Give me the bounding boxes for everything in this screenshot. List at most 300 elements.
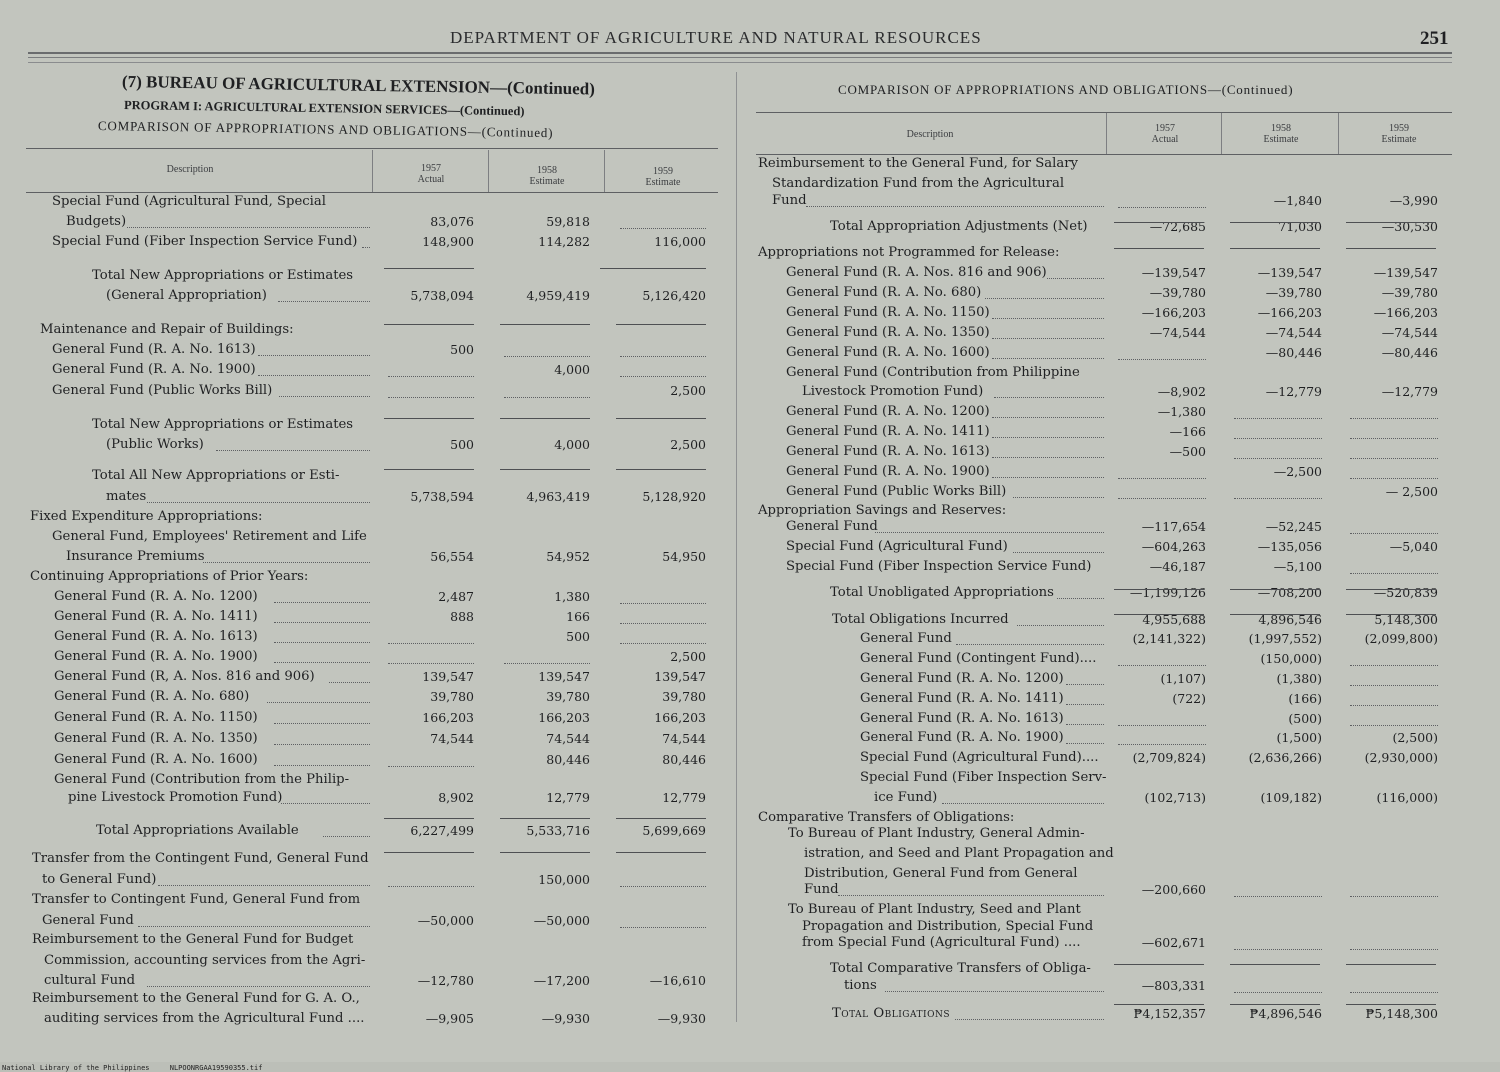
- dot-leader: [274, 765, 370, 766]
- cell-value: —139,547: [1257, 265, 1322, 280]
- empty-cell-leader: [1234, 458, 1322, 459]
- empty-cell-leader: [620, 228, 706, 229]
- cell-value: —139,547: [1373, 265, 1438, 280]
- total-rule: [500, 818, 590, 819]
- header-year: 1959: [653, 166, 673, 177]
- dot-leader: [992, 477, 1104, 478]
- empty-cell-leader: [388, 376, 474, 377]
- dot-leader: [258, 355, 370, 356]
- row-description: General Fund (Contribution from Philippine: [786, 365, 1080, 380]
- row-description: Special Fund (Agricultural Fund, Special: [52, 194, 326, 209]
- total-rule: [384, 268, 474, 269]
- cell-value: 83,076: [430, 214, 474, 229]
- dot-leader: [985, 298, 1104, 299]
- total-rule: [1346, 248, 1436, 249]
- dot-leader: [278, 301, 370, 302]
- cell-value: (1,107): [1160, 671, 1206, 686]
- row-description-continued: pine Livestock Promotion Fund): [68, 790, 283, 805]
- scan-footer: [2, 1064, 278, 1072]
- row-description: Continuing Appropriations of Prior Years:: [30, 569, 309, 584]
- total-rule: [384, 469, 474, 470]
- cell-value: (1,500): [1276, 730, 1322, 745]
- dot-leader: [1013, 497, 1104, 498]
- empty-cell-leader: [1234, 992, 1322, 993]
- dot-leader: [992, 457, 1104, 458]
- row-description: General Fund (Public Works Bill): [52, 383, 273, 398]
- header-kind: Actual: [417, 174, 445, 185]
- cell-value: —604,263: [1141, 539, 1206, 554]
- table-rule: [604, 150, 605, 192]
- total-rule: [1114, 1004, 1204, 1005]
- row-description: Special Fund (Agricultural Fund)....: [860, 750, 1099, 765]
- cell-value: 5,738,594: [410, 489, 474, 504]
- total-rule: [1346, 589, 1436, 590]
- empty-cell-leader: [388, 886, 474, 887]
- cell-value: (2,099,800): [1364, 631, 1438, 646]
- cell-value: 2,487: [438, 589, 474, 604]
- cell-value: —5,040: [1389, 539, 1438, 554]
- dot-leader: [806, 206, 1104, 207]
- row-description-continued: Commission, accounting services from the Agri-: [44, 953, 366, 968]
- total-rule: [616, 268, 706, 269]
- cell-value: 4,896,546: [1258, 612, 1322, 627]
- table-rule: [488, 150, 489, 192]
- row-description: Reimbursement to the General Fund, for Salary: [758, 156, 1079, 171]
- cell-value: 39,780: [662, 689, 706, 704]
- total-rule: [384, 818, 474, 819]
- total-rule: [384, 852, 474, 853]
- empty-cell-leader: [1118, 744, 1206, 745]
- row-description: General Fund (R, A. Nos. 816 and 906): [54, 669, 315, 684]
- total-rule: [616, 418, 706, 419]
- cell-value: 8,902: [438, 790, 474, 805]
- cell-value: 5,699,669: [642, 823, 706, 838]
- dot-leader: [323, 836, 370, 837]
- row-description: General Fund (R. A. No. 1411): [54, 609, 258, 624]
- cell-value: (2,930,000): [1364, 750, 1438, 765]
- cell-value: 2,500: [670, 437, 706, 452]
- row-description: General Fund (R. A. No. 1900): [860, 730, 1064, 745]
- cell-value: 114,282: [538, 234, 590, 249]
- total-rule: [1114, 248, 1204, 249]
- total-rule: [1230, 614, 1320, 615]
- total-rule: [1346, 1004, 1436, 1005]
- empty-cell-leader: [1118, 665, 1206, 666]
- row-description: General Fund (Contingent Fund)....: [860, 651, 1097, 666]
- row-description: General Fund: [860, 631, 952, 646]
- total-rule: [384, 324, 474, 325]
- dot-leader: [274, 642, 370, 643]
- cell-value: —139,547: [1141, 265, 1206, 280]
- cell-value: 1,380: [554, 589, 590, 604]
- cell-value: —708,200: [1257, 585, 1322, 600]
- column-header-description: Description: [166, 164, 214, 175]
- total-rule: [1230, 1004, 1320, 1005]
- row-description-continued: Propagation and Distribution, Special Fund: [802, 919, 1094, 934]
- row-description: Special Fund (Fiber Inspection Service Fund): [52, 234, 358, 249]
- empty-cell-leader: [1118, 725, 1206, 726]
- row-description: General Fund (R. A. No. 1200): [860, 671, 1064, 686]
- row-description: General Fund: [786, 519, 878, 534]
- empty-cell-leader: [388, 663, 474, 664]
- row-description: General Fund (R. A. No. 1150): [786, 305, 990, 320]
- cell-value: —39,780: [1149, 285, 1206, 300]
- row-description: Transfer to Contingent Fund, General Fund from: [32, 892, 361, 907]
- row-description: Total Appropriations Available: [96, 823, 299, 838]
- row-description: Total All New Appropriations or Esti-: [92, 468, 340, 483]
- row-description-continued: Distribution, General Fund from General: [804, 866, 1078, 881]
- cell-value: (116,000): [1376, 790, 1438, 805]
- total-rule: [1230, 964, 1320, 965]
- header-rule: [28, 52, 1452, 54]
- header-rule: [28, 62, 1452, 63]
- row-description: Reimbursement to the General Fund for G. A. O.,: [32, 991, 360, 1006]
- empty-cell-leader: [1350, 992, 1438, 993]
- total-rule: [1230, 222, 1320, 223]
- cell-value: (1,380): [1276, 671, 1322, 686]
- empty-cell-leader: [1350, 573, 1438, 574]
- cell-value: —12,779: [1381, 384, 1438, 399]
- cell-value: —117,654: [1141, 519, 1206, 534]
- cell-value: 500: [450, 342, 474, 357]
- cell-value: —72,685: [1149, 219, 1206, 234]
- dot-leader: [992, 318, 1104, 319]
- empty-cell-leader: [388, 643, 474, 644]
- dot-leader: [875, 532, 1104, 533]
- header-kind: Estimate: [1381, 134, 1417, 145]
- cell-value: 54,950: [662, 549, 706, 564]
- header-year: 1959: [1389, 123, 1409, 134]
- empty-cell-leader: [504, 397, 590, 398]
- cell-value: (2,500): [1392, 730, 1438, 745]
- cell-value: —74,544: [1149, 325, 1206, 340]
- empty-cell-leader: [1350, 949, 1438, 950]
- total-rule: [500, 469, 590, 470]
- row-description: General Fund (R. A. No. 1150): [54, 710, 258, 725]
- cell-value: 139,547: [422, 669, 474, 684]
- empty-cell-leader: [1118, 359, 1206, 360]
- dot-leader: [994, 397, 1104, 398]
- cell-value: —3,990: [1389, 193, 1438, 208]
- row-description-continued: (Public Works): [106, 437, 204, 452]
- bureau-heading: (7) BUREAU OF AGRICULTURAL EXTENSION—(Continued): [121, 72, 596, 99]
- row-description: Maintenance and Repair of Buildings:: [40, 322, 294, 337]
- cell-value: 116,000: [654, 234, 706, 249]
- cell-value: —39,780: [1381, 285, 1438, 300]
- empty-cell-leader: [620, 927, 706, 928]
- program-heading: PROGRAM I: AGRICULTURAL EXTENSION SERVICES—(Continued): [123, 98, 525, 119]
- column-divider: [736, 72, 737, 1022]
- row-description: General Fund (R. A. No. 1600): [54, 752, 258, 767]
- header-kind: Actual: [1151, 134, 1179, 145]
- row-description-continued: to General Fund): [42, 872, 157, 887]
- row-description: Fixed Expenditure Appropriations:: [30, 509, 263, 524]
- row-description: Total New Appropriations or Estimates: [92, 417, 354, 432]
- row-description: General Fund (R. A. No. 1613): [786, 444, 990, 459]
- empty-cell-leader: [504, 356, 590, 357]
- cell-value: 4,955,688: [1142, 612, 1206, 627]
- dot-leader: [992, 437, 1104, 438]
- row-description: Special Fund (Fiber Inspection Serv-: [860, 770, 1107, 785]
- dot-leader: [1017, 625, 1104, 626]
- header-kind: Estimate: [1263, 134, 1299, 145]
- row-description: Total Obligations: [832, 1006, 950, 1021]
- total-rule: [1346, 222, 1436, 223]
- row-description: Appropriation Savings and Reserves:: [758, 503, 1007, 518]
- cell-value: 139,547: [654, 669, 706, 684]
- cell-value: 2,500: [670, 649, 706, 664]
- cell-value: —166,203: [1373, 305, 1438, 320]
- row-description: General Fund (R. A. No. 1350): [54, 731, 258, 746]
- cell-value: —166,203: [1141, 305, 1206, 320]
- cell-value: —1,380: [1157, 404, 1206, 419]
- table-rule: [1338, 113, 1339, 154]
- cell-value: ₱4,152,357: [1133, 1006, 1206, 1021]
- row-description: General Fund (R. A. No. 1600): [786, 345, 990, 360]
- cell-value: —9,930: [657, 1011, 706, 1026]
- cell-value: (102,713): [1144, 790, 1206, 805]
- empty-cell-leader: [1350, 896, 1438, 897]
- dot-leader: [1013, 552, 1104, 553]
- cell-value: —46,187: [1149, 559, 1206, 574]
- row-description: General Fund (R. A. No. 1900): [52, 362, 256, 377]
- cell-value: ₱4,896,546: [1249, 1006, 1322, 1021]
- empty-cell-leader: [1234, 418, 1322, 419]
- empty-cell-leader: [620, 603, 706, 604]
- cell-value: 166,203: [538, 710, 590, 725]
- cell-value: 2,500: [670, 383, 706, 398]
- dot-leader: [992, 417, 1104, 418]
- row-description: Transfer from the Contingent Fund, General Fund: [32, 851, 369, 866]
- dot-leader: [992, 358, 1104, 359]
- cell-value: —5,100: [1273, 559, 1322, 574]
- cell-value: 39,780: [430, 689, 474, 704]
- dot-leader: [274, 662, 370, 663]
- row-description: General Fund (R. A. No. 1900): [786, 464, 990, 479]
- cell-value: 139,547: [538, 669, 590, 684]
- row-description: Special Fund (Fiber Inspection Service Fund): [786, 559, 1092, 574]
- row-description: General Fund (R. A. No. 680): [786, 285, 982, 300]
- cell-value: — 2,500: [1385, 484, 1438, 499]
- row-description: General Fund (R. A. No. 1411): [786, 424, 990, 439]
- cell-value: 80,446: [662, 752, 706, 767]
- cell-value: —80,446: [1381, 345, 1438, 360]
- row-description-continued: mates: [106, 489, 147, 504]
- empty-cell-leader: [388, 766, 474, 767]
- cell-value: (109,182): [1260, 790, 1322, 805]
- total-rule: [500, 852, 590, 853]
- empty-cell-leader: [1350, 418, 1438, 419]
- cell-value: —17,200: [533, 973, 590, 988]
- header-year: 1957: [421, 163, 441, 174]
- empty-cell-leader: [1350, 665, 1438, 666]
- empty-cell-leader: [1350, 438, 1438, 439]
- row-description: Total Appropriation Adjustments (Net): [830, 219, 1088, 234]
- footer-file: NLPOONRGAA19590355.tif: [169, 1064, 263, 1072]
- row-description: General Fund (R. A. No. 1411): [860, 691, 1064, 706]
- row-description: General Fund (R. A. No. 1613): [52, 342, 256, 357]
- cell-value: —50,000: [417, 913, 474, 928]
- empty-cell-leader: [1234, 896, 1322, 897]
- header-year: 1957: [1155, 123, 1175, 134]
- column-header-1958: [504, 165, 590, 187]
- cell-value: —1,840: [1273, 193, 1322, 208]
- cell-value: 5,148,300: [1374, 612, 1438, 627]
- cell-value: —803,331: [1141, 978, 1206, 993]
- header-rule: [28, 57, 1452, 58]
- empty-cell-leader: [1350, 533, 1438, 534]
- empty-cell-leader: [1350, 685, 1438, 686]
- page-number: 251: [1420, 28, 1449, 49]
- row-description-continued: Fund: [772, 193, 807, 208]
- row-description: General Fund, Employees' Retirement and Life: [52, 529, 367, 544]
- running-title: DEPARTMENT OF AGRICULTURE AND NATURAL RESOURCES: [450, 28, 982, 47]
- cell-value: 166,203: [422, 710, 474, 725]
- total-rule: [384, 418, 474, 419]
- footer-library: National Library of the Philippines: [2, 1064, 150, 1072]
- dot-leader: [203, 562, 370, 563]
- empty-cell-leader: [1118, 478, 1206, 479]
- dot-leader: [274, 622, 370, 623]
- dot-leader: [838, 895, 1104, 896]
- cell-value: —200,660: [1141, 882, 1206, 897]
- row-description: Total Unobligated Appropriations: [830, 585, 1054, 600]
- total-rule: [1230, 248, 1320, 249]
- column-header-description: Description: [906, 129, 954, 140]
- cell-value: 5,126,420: [642, 288, 706, 303]
- table-rule: [756, 112, 1452, 113]
- cell-value: 4,959,419: [526, 288, 590, 303]
- cell-value: 6,227,499: [410, 823, 474, 838]
- row-description-continued: cultural Fund: [44, 973, 136, 988]
- cell-value: —52,245: [1265, 519, 1322, 534]
- dot-leader: [281, 803, 370, 804]
- dot-leader: [158, 885, 370, 886]
- empty-cell-leader: [388, 397, 474, 398]
- cell-value: 5,128,920: [642, 489, 706, 504]
- row-description-continued: Budgets): [66, 214, 127, 229]
- row-description-continued: ice Fund): [874, 790, 938, 805]
- empty-cell-leader: [1234, 949, 1322, 950]
- empty-cell-leader: [1350, 458, 1438, 459]
- dot-leader: [267, 702, 370, 703]
- empty-cell-leader: [620, 643, 706, 644]
- cell-value: (722): [1172, 691, 1206, 706]
- total-rule: [616, 818, 706, 819]
- row-description: Total Comparative Transfers of Obliga-: [830, 961, 1091, 976]
- row-description: To Bureau of Plant Industry, General Admin-: [788, 826, 1085, 841]
- dot-leader: [147, 986, 370, 987]
- empty-cell-leader: [1234, 498, 1322, 499]
- cell-value: —30,530: [1381, 219, 1438, 234]
- cell-value: 4,000: [554, 362, 590, 377]
- empty-cell-leader: [1350, 478, 1438, 479]
- header-year: 1958: [1271, 123, 1291, 134]
- dot-leader: [274, 723, 370, 724]
- cell-value: —12,779: [1265, 384, 1322, 399]
- row-description: Total New Appropriations or Estimates: [92, 268, 354, 283]
- row-description-continued: General Fund: [42, 913, 134, 928]
- dot-leader: [279, 396, 370, 397]
- cell-value: 500: [450, 437, 474, 452]
- dot-leader: [362, 247, 370, 248]
- cell-value: 12,779: [546, 790, 590, 805]
- dot-leader: [942, 803, 1104, 804]
- cell-value: —12,780: [417, 973, 474, 988]
- row-description-continued: auditing services from the Agricultural Fund ....: [44, 1011, 365, 1026]
- row-description: General Fund (R. A. No. 1613): [860, 711, 1064, 726]
- cell-value: —135,056: [1257, 539, 1322, 554]
- row-description: Reimbursement to the General Fund for Budget: [32, 932, 354, 947]
- cell-value: —520,839: [1373, 585, 1438, 600]
- row-description-continued: (General Appropriation): [106, 288, 267, 303]
- row-description: General Fund (R. A. Nos. 816 and 906): [786, 265, 1047, 280]
- total-rule: [1230, 589, 1320, 590]
- cell-value: (2,636,266): [1248, 750, 1322, 765]
- table-rule: [372, 150, 373, 192]
- dot-leader: [1047, 278, 1104, 279]
- cell-value: 888: [450, 609, 474, 624]
- row-description: To Bureau of Plant Industry, Seed and Plant: [788, 902, 1081, 917]
- header-kind: Estimate: [529, 176, 565, 187]
- cell-value: 12,779: [662, 790, 706, 805]
- running-head: [0, 26, 1476, 50]
- empty-cell-leader: [620, 623, 706, 624]
- cell-value: (2,709,824): [1132, 750, 1206, 765]
- empty-cell-leader: [620, 376, 706, 377]
- dot-leader: [885, 991, 1105, 992]
- total-rule: [500, 418, 590, 419]
- cell-value: —1,199,126: [1129, 585, 1206, 600]
- empty-cell-leader: [504, 663, 590, 664]
- row-description: Appropriations not Programmed for Release:: [758, 245, 1060, 260]
- dot-leader: [1057, 598, 1104, 599]
- total-rule: [500, 324, 590, 325]
- cell-value: 74,544: [430, 731, 474, 746]
- cell-value: 74,544: [546, 731, 590, 746]
- row-description: General Fund (R. A. No. 1613): [54, 629, 258, 644]
- total-rule: [1114, 222, 1204, 223]
- cell-value: —16,610: [649, 973, 706, 988]
- empty-cell-leader: [1118, 207, 1206, 208]
- comparison-heading: COMPARISON OF APPROPRIATIONS AND OBLIGATIONS—(Continued): [97, 118, 554, 141]
- total-rule: [616, 852, 706, 853]
- total-rule: [1114, 964, 1204, 965]
- total-rule: [1346, 964, 1436, 965]
- row-description: General Fund (R. A. No. 1200): [54, 589, 258, 604]
- row-description: General Fund (Contribution from the Philip-: [54, 772, 350, 787]
- empty-cell-leader: [1350, 705, 1438, 706]
- cell-value: 56,554: [430, 549, 474, 564]
- row-description: General Fund (R. A. No. 1900): [54, 649, 258, 664]
- cell-value: —39,780: [1265, 285, 1322, 300]
- cell-value: (1,997,552): [1248, 631, 1322, 646]
- row-description: Comparative Transfers of Obligations:: [758, 810, 1015, 825]
- row-description-continued: tions: [844, 978, 877, 993]
- cell-value: 4,963,419: [526, 489, 590, 504]
- dot-leader: [992, 338, 1104, 339]
- total-rule: [1114, 589, 1204, 590]
- cell-value: (2,141,322): [1132, 631, 1206, 646]
- cell-value: 54,952: [546, 549, 590, 564]
- comparison-heading: COMPARISON OF APPROPRIATIONS AND OBLIGATIONS—(Continued): [838, 82, 1294, 97]
- dot-leader: [216, 450, 371, 451]
- dot-leader: [1066, 684, 1104, 685]
- dot-leader: [127, 227, 370, 228]
- cell-value: 166,203: [654, 710, 706, 725]
- row-description: General Fund (Public Works Bill): [786, 484, 1007, 499]
- dot-leader: [955, 1019, 1104, 1020]
